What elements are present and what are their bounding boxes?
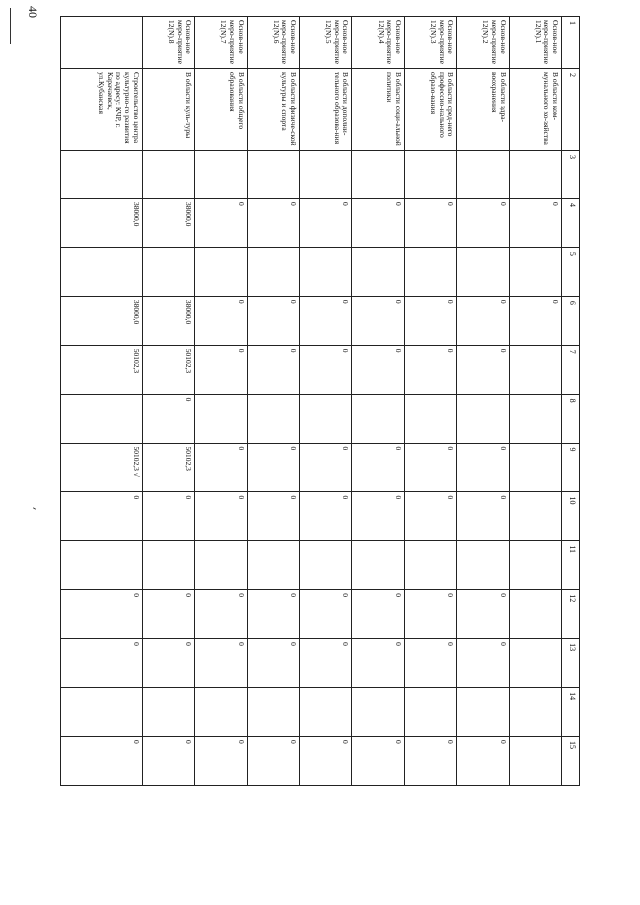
table-cell: 0 [457,345,509,394]
table-cell [352,247,404,296]
table-row [404,17,456,786]
table-cell: 0 [247,296,299,345]
budget-table [60,16,580,786]
table-cell: 0 [457,443,509,492]
table-cell: 0 [457,639,509,688]
table-cell: Основ-ное меро-приятие 12(N).4 [352,17,404,69]
table-cell: 0 [195,736,247,785]
table-cell: 0 [404,736,456,785]
column-header-2: 2 [562,69,580,151]
table-row [195,17,247,786]
table-cell: Основ-ное меро-приятие 12(N).7 [195,17,247,69]
table-cell [299,394,351,443]
column-header-1: 1 [562,17,580,69]
table-cell: 0 [352,296,404,345]
table-cell: 0 [142,590,194,639]
table-cell: В области дополни-тельного образова-ния [299,69,351,151]
table-cell: 0 [352,199,404,248]
table-cell: 0 [195,639,247,688]
table-cell: Основ-ное меро-приятие 12(N).2 [457,17,509,69]
table-row [299,17,351,786]
table-cell [509,247,561,296]
table-cell [404,151,456,199]
table-row [61,17,143,786]
column-header-5: 5 [562,247,580,296]
table-cell: 0 [457,296,509,345]
table-cell: 0 [352,590,404,639]
table-cell: В области куль-туры [142,69,194,151]
column-header-7: 7 [562,345,580,394]
table-cell [352,394,404,443]
table-cell [61,541,143,590]
table-row [457,17,509,786]
page-number: 40 [26,6,40,18]
column-header-12: 12 [562,590,580,639]
table-cell: 0 [457,590,509,639]
table-cell [509,443,561,492]
table-row [142,17,194,786]
column-header-15: 15 [562,736,580,785]
table-cell: 0 [457,736,509,785]
table-cell [142,151,194,199]
table-cell [195,688,247,737]
column-header-14: 14 [562,688,580,737]
table-cell [509,736,561,785]
table-cell [61,17,143,69]
table-cell: 38000,0 [61,199,143,248]
table-cell: Основ-ное меро-приятие 12(N).8 [142,17,194,69]
column-header-10: 10 [562,492,580,541]
table-cell: 0 [299,639,351,688]
table-cell [299,151,351,199]
table-cell [299,688,351,737]
table-cell: В области физиче-ской культуры и спорта [247,69,299,151]
table-cell: 0 [247,199,299,248]
table-cell: Основ-ное меро-приятие 12(N).1 [509,17,561,69]
column-header-9: 9 [562,443,580,492]
table-cell: 0 [142,736,194,785]
table-cell [509,492,561,541]
table-cell: 0 [142,639,194,688]
table-cell [352,688,404,737]
table-cell: Строительство центра культурно-го развития по адресу: КЧР, г. Карачаевск, ул.Кубанская [61,69,143,151]
table-cell: 0 [61,639,143,688]
table-cell [299,541,351,590]
table-cell: 0 [61,590,143,639]
table-cell: 50102,3 [142,443,194,492]
table-cell: 0 [509,199,561,248]
table-cell: 38000,0 [142,199,194,248]
table-cell: 38000,0 [61,296,143,345]
table-cell [142,688,194,737]
table-cell [61,247,143,296]
table-cell [195,541,247,590]
column-header-8: 8 [562,394,580,443]
table-cell [509,688,561,737]
table-cell: 0 [404,345,456,394]
table-cell: В области здра-воохранения [457,69,509,151]
table-cell: В области общего образования [195,69,247,151]
table-cell [299,247,351,296]
table-cell [457,688,509,737]
table-cell: 0 [195,492,247,541]
table-cell: 0 [195,345,247,394]
table-cell: 0 [299,492,351,541]
table-cell: 0 [509,296,561,345]
column-header-11: 11 [562,541,580,590]
column-header-13: 13 [562,639,580,688]
table-cell [142,247,194,296]
table-cell: 0 [247,443,299,492]
table-cell: 0 [352,345,404,394]
table-cell: 0 [299,443,351,492]
table-cell [247,688,299,737]
table-cell: 0 [352,492,404,541]
table-cell [142,541,194,590]
table-cell: 0 [299,199,351,248]
table-body [61,17,580,786]
table-cell [61,394,143,443]
table-cell: 50102,3 [61,345,143,394]
table-cell [61,688,143,737]
table-cell [457,247,509,296]
table-cell: В области ком-мунального хо-зяйства [509,69,561,151]
table-cell: 0 [61,736,143,785]
table-cell [404,247,456,296]
header-row [562,17,580,786]
table-row [247,17,299,786]
table-cell [352,151,404,199]
table-cell: 0 [195,296,247,345]
table-cell: 0 [404,590,456,639]
table-cell: 0 [195,590,247,639]
table-cell [404,394,456,443]
table-cell: 0 [195,199,247,248]
table-cell [195,247,247,296]
table-cell [509,590,561,639]
table-cell: 0 [457,199,509,248]
table-cell: 0 [404,492,456,541]
table-cell [509,151,561,199]
table-cell [247,394,299,443]
table-cell: 0 [352,443,404,492]
table-cell: 0 [404,443,456,492]
rotated-table-sheet [60,16,580,786]
table-cell [457,394,509,443]
table-cell: 0 [61,492,143,541]
table-cell: 0 [247,345,299,394]
table-cell [247,247,299,296]
table-cell: 0 [247,639,299,688]
scan-speck [33,507,36,509]
table-cell [195,394,247,443]
table-cell: 0 [404,199,456,248]
table-cell: В области сред-него профессио-нального образо-вания [404,69,456,151]
table-cell: 0 [247,590,299,639]
table-cell [352,541,404,590]
table-cell [509,639,561,688]
scan-edge-mark [10,8,11,44]
table-cell: 38000,0 [142,296,194,345]
table-cell [247,151,299,199]
table-cell [195,151,247,199]
table-cell: 0 [247,736,299,785]
table-cell [404,688,456,737]
table-cell: Основ-ное меро-приятие 12(N).5 [299,17,351,69]
table-cell: 0 [352,736,404,785]
table-cell [61,151,143,199]
table-cell [509,394,561,443]
table-cell: Основ-ное меро-приятие 12(N).6 [247,17,299,69]
column-header-4: 4 [562,199,580,248]
table-cell: 0 [404,296,456,345]
table-cell: 0 [404,639,456,688]
table-cell: 0 [195,443,247,492]
table-cell: 0 [299,736,351,785]
table-cell [509,345,561,394]
table-cell: 0 [299,345,351,394]
table-cell [457,151,509,199]
table-cell: 50102,3 [142,345,194,394]
table-row [352,17,404,786]
table-cell [509,541,561,590]
table-cell: 50102,3 √ [61,443,143,492]
table-cell: 0 [142,492,194,541]
table-cell: 0 [299,296,351,345]
column-header-6: 6 [562,296,580,345]
table-cell: В области соци-альной политики [352,69,404,151]
table-cell: 0 [457,492,509,541]
table-cell: Основ-ное меро-приятие 12(N).3 [404,17,456,69]
table-row [509,17,561,786]
table-cell: 0 [299,590,351,639]
table-cell: 0 [142,394,194,443]
table-cell [457,541,509,590]
column-header-3: 3 [562,151,580,199]
table-cell [247,541,299,590]
table-cell: 0 [352,639,404,688]
table-cell [404,541,456,590]
table-cell: 0 [247,492,299,541]
